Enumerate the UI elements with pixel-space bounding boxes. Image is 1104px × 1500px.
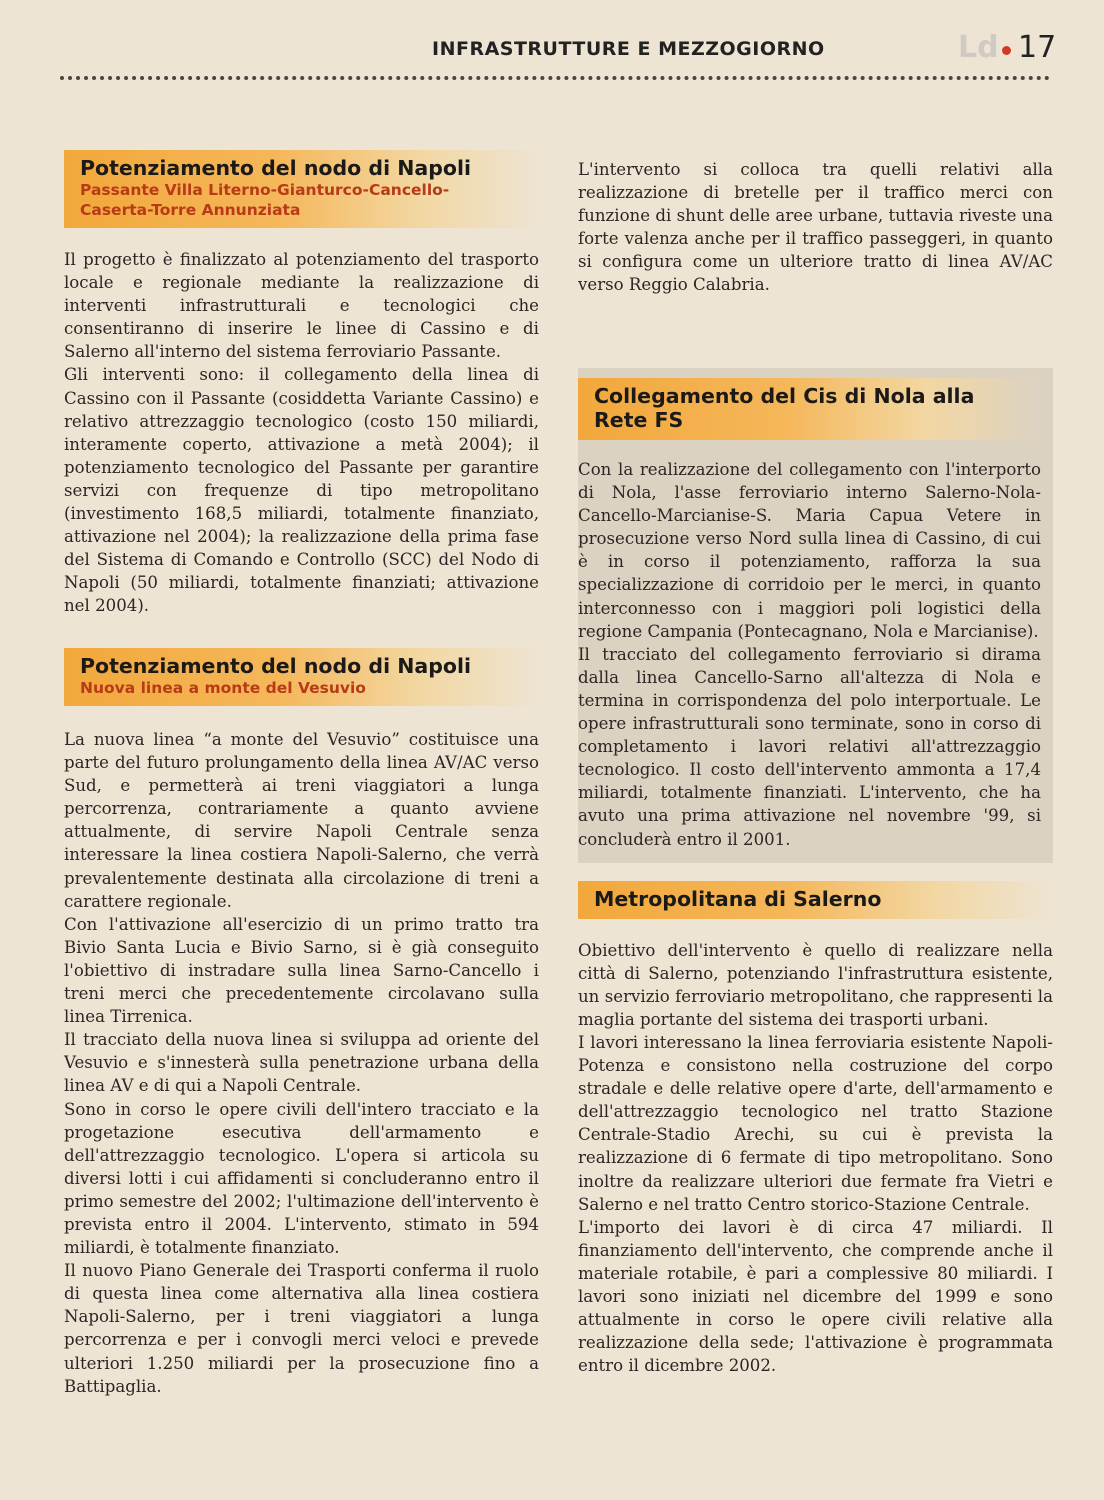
section-heading-band — [578, 378, 1041, 440]
section-heading: Metropolitana di Salerno — [594, 886, 882, 911]
paragraph: L'intervento si colloca tra quelli relativi alla realizzazione di bretelle per il traffico merci con funzione di shunt delle aree urbane, tuttavia riveste una forte valenza anche per il traffico passeggeri, in quanto si configura come un ulteriore tratto di linea AV/AC verso Reggio Calabria. — [578, 160, 1053, 295]
section-body — [64, 728, 539, 1398]
paragraph: Sono in corso le opere civili dell'intero tracciato e la progetazione esecutiva dell'armamento e dell'attrezzaggio tecnologico. L'opera si articola su diversi lotti i cui affidamenti si concluderanno entro il primo semestre del 2002; l'ultimazione dell'intervento è prevista entro il 2004. L'intervento, stimato in 594 miliardi, è totalmente finanziato. — [64, 1099, 539, 1258]
paragraph: Il tracciato del collegamento ferroviario si dirama dalla linea Cancello-Sarno all'altezza di Nola e termina in corrispondenza del polo interportuale. Le opere infrastrutturali sono terminate, sono in corso di completamento i lavori relativi all'attrezzaggio tecnologico. Il costo dell'intervento ammonta a 17,4 miliardi, totalmente finanziati. L'intervento, che ha avuto una prima attivazione nel novembre '99, si concluderà entro il 2001. — [578, 644, 1041, 849]
section-title: INFRASTRUTTURE E MEZZOGIORNO — [432, 38, 825, 60]
magazine-logo: Ld — [958, 30, 999, 65]
section-heading: Potenziamento del nodo di Napoli — [80, 156, 472, 180]
paragraph: La nuova linea “a monte del Vesuvio” costituisce una parte del futuro prolungamento della linea AV/AC verso Sud, e permetterà ai treni viaggiatori a lunga percorrenza, contrariamente a quanto avviene attualmente, di servire Napoli Centrale senza interessare la linea costiera Napoli-Salerno, che verrà prevalentemente destinata alla circolazione di treni a carattere regionale. — [64, 730, 539, 911]
section-napoli-passante — [64, 150, 539, 636]
paragraph: Con la realizzazione del collegamento con l'interporto di Nola, l'asse ferroviario interno Salerno-Nola-Cancello-Marcianise-S. Maria Capua Vetere in prosecuzione verso Nord sulla linea di Cassino, di cui è in corso il potenziamento, rafforza la sua specializzazione di corridoio per le merci, in quanto interconnesso con i maggiori poli logistici della regione Campania (Pontecagnano, Nola e Marcianise). — [578, 460, 1041, 641]
paragraph: Obiettivo dell'intervento è quello di realizzare nella città di Salerno, potenziando l'infrastruttura esistente, un servizio ferroviario metropolitano, che rappresenti la maglia portante del sistema dei trasporti urbani. — [578, 940, 1053, 1029]
section-heading: Collegamento del Cis di Nola alla Rete FS — [594, 384, 975, 432]
section-heading-band — [578, 881, 1053, 919]
paragraph: Con l'attivazione all'esercizio di un primo tratto tra Bivio Santa Lucia e Bivio Sarno, si è già conseguito l'obiettivo di instradare sulla linea Sarno-Cancello i treni merci che precedentemente circolavano sulla linea Tirrenica. — [64, 914, 539, 1027]
section-heading-band — [64, 150, 539, 228]
bullet-dot-icon — [1002, 46, 1011, 55]
section-napoli-vesuvio — [64, 648, 539, 1398]
paragraph: Il progetto è finalizzato al potenziamento del trasporto locale e regionale mediante la realizzazione di interventi infrastrutturali e tecnologici che consentiranno di inserire le linee di Cassino e di Salerno all'interno del sistema ferroviario Passante. — [64, 250, 539, 362]
right-column — [578, 158, 1053, 1377]
section-body — [64, 242, 539, 618]
dotted-divider — [60, 76, 1050, 80]
paragraph: L'importo dei lavori è di circa 47 miliardi. Il finanziamento dell'intervento, che comprende anche il materiale rotabile, è pari a complessive 80 miliardi. I lavori sono iniziati nel dicembre del 1999 e sono attualmente in corso le opere civili relative alla realizzazione della sede; l'attivazione è programmata entro il dicembre 2002. — [578, 1217, 1053, 1376]
section-subheading: Nuova linea a monte del Vesuvio — [80, 679, 366, 697]
section-subheading: Passante Villa Literno-Gianturco-Cancello-Caserta-Torre Annunziata — [80, 181, 450, 219]
left-column — [64, 150, 539, 1398]
section-body — [578, 939, 1053, 1378]
section-cis-nola — [578, 368, 1053, 863]
section-body — [578, 458, 1041, 851]
continued-text — [578, 158, 1053, 354]
section-salerno — [578, 881, 1053, 1378]
page-number: 17 — [1018, 30, 1057, 65]
paragraph: Gli interventi sono: il collegamento della linea di Cassino con il Passante (cosiddetta Variante Cassino) e relativo attrezzaggio tecnologico (costo 150 miliardi, interamente coperto, attivazione a metà 2004); il potenziamento tecnologico del Passante per garantire servizi con frequenze di tipo metropolitano (investimento 168,5 miliardi, totalmente finanziato, attivazione nel 2004); la realizzazione della prima fase del Sistema di Comando e Controllo (SCC) del Nodo di Napoli (50 miliardi, totalmente finanziati; attivazione nel 2004). — [64, 365, 539, 616]
section-heading: Potenziamento del nodo di Napoli — [80, 654, 472, 678]
paragraph: Il nuovo Piano Generale dei Trasporti conferma il ruolo di questa linea come alternativa alla linea costiera Napoli-Salerno, per i treni viaggiatori a lunga percorrenza e per i convogli merci veloci e prevede ulteriori 1.250 miliardi per la prosecuzione fino a Battipaglia. — [64, 1261, 539, 1396]
running-header — [0, 30, 1104, 70]
paragraph: Il tracciato della nuova linea si sviluppa ad oriente del Vesuvio e s'innesterà sulla penetrazione urbana della linea AV e di qui a Napoli Centrale. — [64, 1030, 539, 1096]
paragraph: I lavori interessano la linea ferroviaria esistente Napoli-Potenza e consistono nella costruzione del corpo stradale e delle relative opere d'arte, dell'armamento e dell'attrezzaggio tecnologico nel tratto Stazione Centrale-Stadio Arechi, su cui è prevista la realizzazione di 6 fermate di tipo metropolitano. Sono inoltre da realizzare ulteriori due fermate fra Vietri e Salerno e nel tratto Centro storico-Stazione Centrale. — [578, 1032, 1053, 1214]
section-heading-band — [64, 648, 539, 706]
